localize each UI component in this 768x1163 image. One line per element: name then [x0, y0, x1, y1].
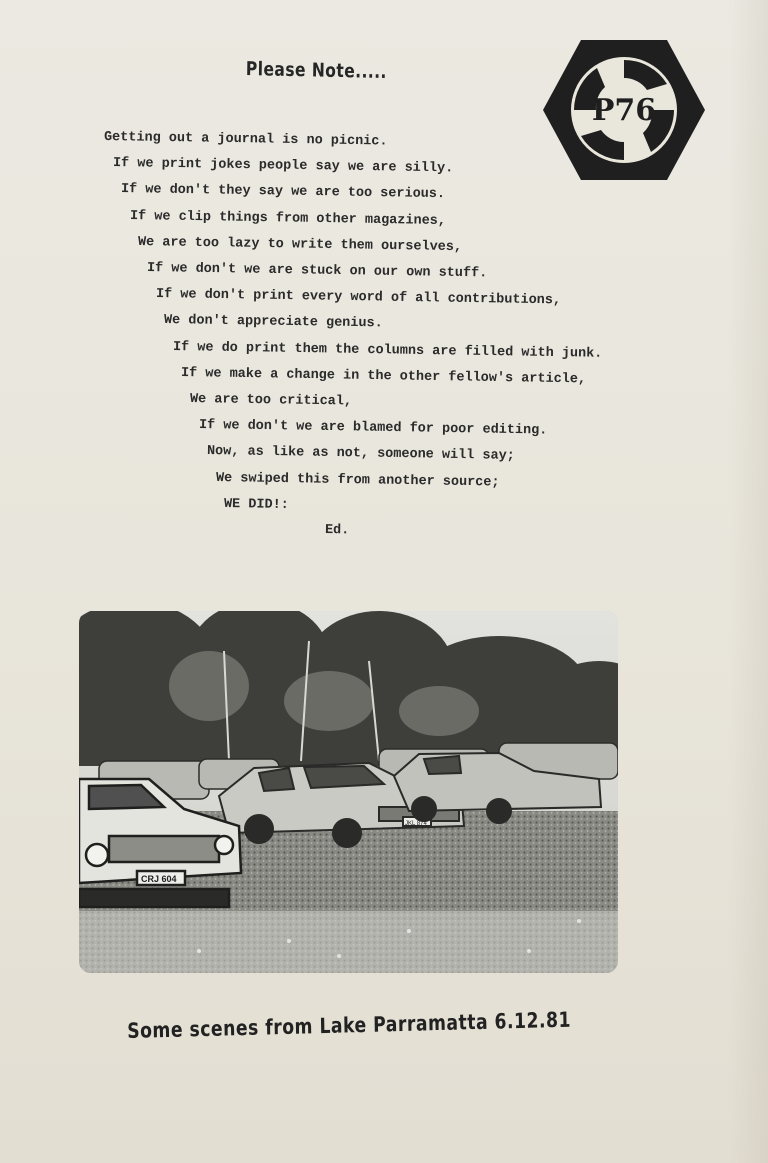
poem-line: We are too critical,	[189, 392, 353, 410]
poem-line: If we make a change in the other fellow's article,	[181, 365, 587, 388]
poem-line: If we don't they say we are too serious.	[121, 182, 446, 203]
poem-line: Now, as like as not, someone will say;	[207, 444, 516, 465]
poem-line: Getting out a journal is no picnic.	[103, 130, 388, 150]
poem-line: If we don't we are blamed for poor editing.	[198, 418, 548, 439]
poem-line: We don't appreciate genius.	[164, 313, 384, 332]
car-park-photo	[79, 611, 618, 973]
poem-line: If we do print them the columns are filled with junk.	[172, 339, 603, 362]
photo-caption: Some scenes from Lake Parramatta 6.12.81	[127, 1007, 572, 1043]
poem-line: If we don't print every word of all contributions,	[155, 287, 561, 309]
poem-line: If we print jokes people say we are silly.	[112, 156, 453, 177]
poem-line: We are too lazy to write them ourselves,	[138, 234, 463, 255]
front-plate: CRJ 604	[141, 874, 177, 884]
page-heading: Please Note.....	[245, 58, 387, 83]
poem-line: We swiped this from another source;	[215, 470, 500, 491]
middle-plate: JKL 874	[405, 821, 427, 827]
poem-line: WE DID!:	[224, 496, 290, 513]
poem-line: If we don't we are stuck on our own stuff.	[146, 261, 488, 282]
poem-text	[0, 0, 768, 560]
logo-text: P76	[591, 93, 657, 128]
poem-line: Ed.	[324, 523, 350, 539]
poem-line: If we clip things from other magazines,	[129, 208, 446, 229]
